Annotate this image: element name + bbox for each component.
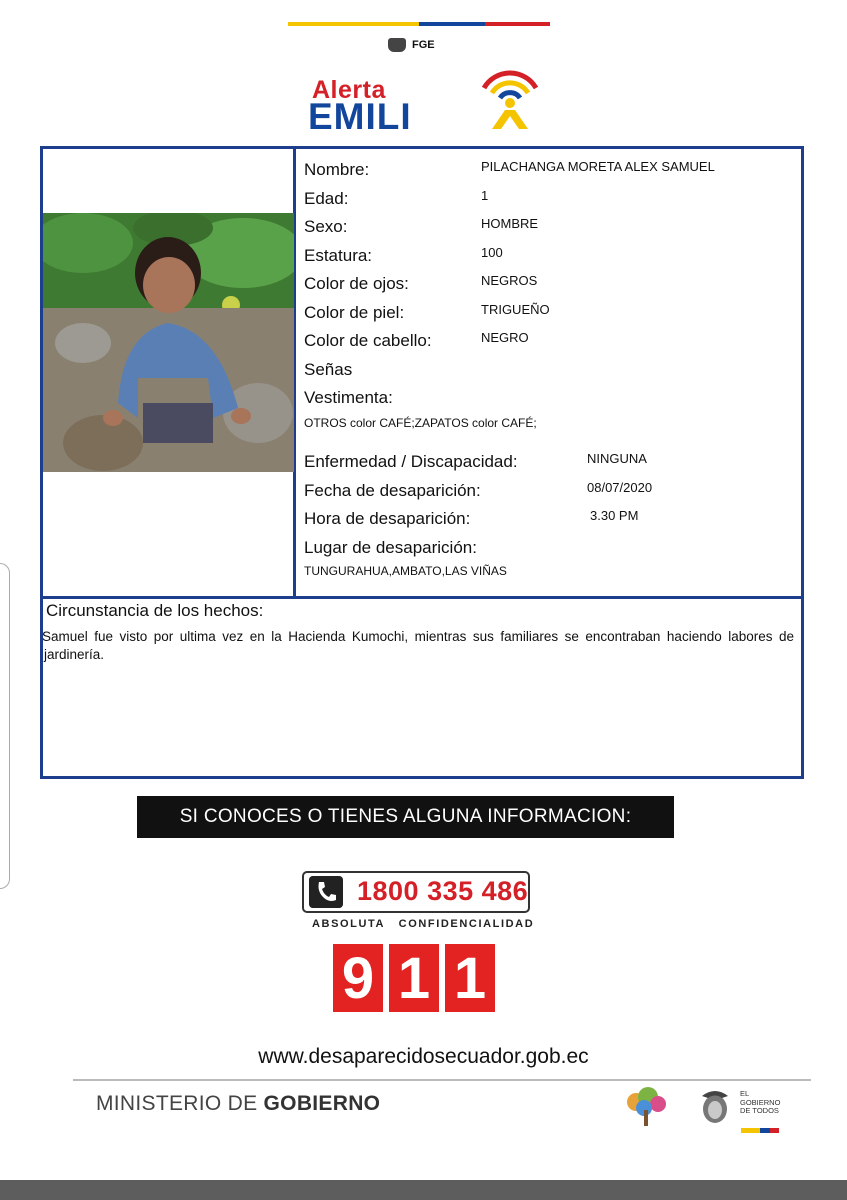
height-label: Estatura: [304,246,373,265]
skin-color-value: TRIGUEÑO [481,302,550,317]
name-label: Nombre: [304,160,370,179]
circumstances-text: Samuel fue visto por ultima vez en la Hacienda Kumochi, mientras sus familiares se encontraban haciendo labores de jardinería. [42,629,794,662]
time-label: Hora de desaparición: [304,509,471,528]
place-value: TUNGURAHUA,AMBATO,LAS VIÑAS [304,564,507,578]
hair-color-value: NEGRO [481,330,529,345]
digit-box: 9 [333,944,383,1012]
illness-label: Enfermedad / Discapacidad: [304,452,518,471]
circumstances-label: Circunstancia de los hechos: [46,601,264,620]
age-label: Edad: [304,189,349,208]
fge-text: FGE [412,39,435,51]
place-label: Lugar de desaparición: [304,538,477,557]
phone-icon [309,876,343,908]
clothing-value: OTROS color CAFÉ;ZAPATOS color CAFÉ; [304,416,537,430]
gob-line: DE TODOS [740,1106,779,1115]
info-banner: SI CONOCES O TIENES ALGUNA INFORMACION: [137,796,674,838]
digit-box: 1 [445,944,495,1012]
alerta-word: Alerta [312,76,386,104]
date-value: 08/07/2020 [587,480,653,495]
website-link[interactable]: www.desaparecidosecuador.gob.ec [258,1045,589,1068]
ministerio-logo [96,1092,380,1116]
ministerio-light: MINISTERIO DE [96,1092,264,1115]
phone-number[interactable]: 1800 335 486 [357,876,529,906]
sex-label: Sexo: [304,217,348,236]
emergency-number[interactable] [333,944,495,1012]
gob-line: GOBIERNO [740,1097,781,1107]
emilia-word: EMILI [308,96,412,137]
ministerio-bold: GOBIERNO [263,1092,381,1115]
name-value: PILACHANGA MORETA ALEX SAMUEL [481,159,715,174]
sex-value: HOMBRE [481,216,539,231]
emilia-signal-icon [478,66,542,132]
eye-color-label: Color de ojos: [304,274,409,293]
divider [43,596,293,599]
side-panel-handle[interactable] [0,563,10,889]
clothing-label: Vestimenta: [304,388,393,407]
hair-color-label: Color de cabello: [304,331,432,350]
height-value: 100 [481,245,503,260]
flag-stripe [288,22,550,26]
marks-label: Señas [304,360,353,379]
illness-value: NINGUNA [587,451,647,466]
tree-logo-icon [622,1086,670,1128]
digit-box: 1 [389,944,439,1012]
eye-color-value: NEGROS [481,273,538,288]
age-value: 1 [481,188,489,203]
skin-color-label: Color de piel: [304,303,405,322]
fge-logo [388,36,435,54]
ecuador-seal-icon [696,1088,734,1126]
date-label: Fecha de desaparición: [304,481,481,500]
bottom-bar [0,1180,847,1200]
gob-flag-stripe [741,1120,779,1125]
gob-line: EL [740,1089,750,1098]
divider [293,596,801,599]
gobierno-de-todos-text [740,1090,780,1116]
confidentiality-text: ABSOLUTA CONFIDENCIALIDAD [312,918,535,930]
time-value: 3.30 PM [590,508,639,523]
footer-divider [73,1079,811,1081]
fge-seal-icon [388,38,406,52]
child-photo [43,213,294,472]
